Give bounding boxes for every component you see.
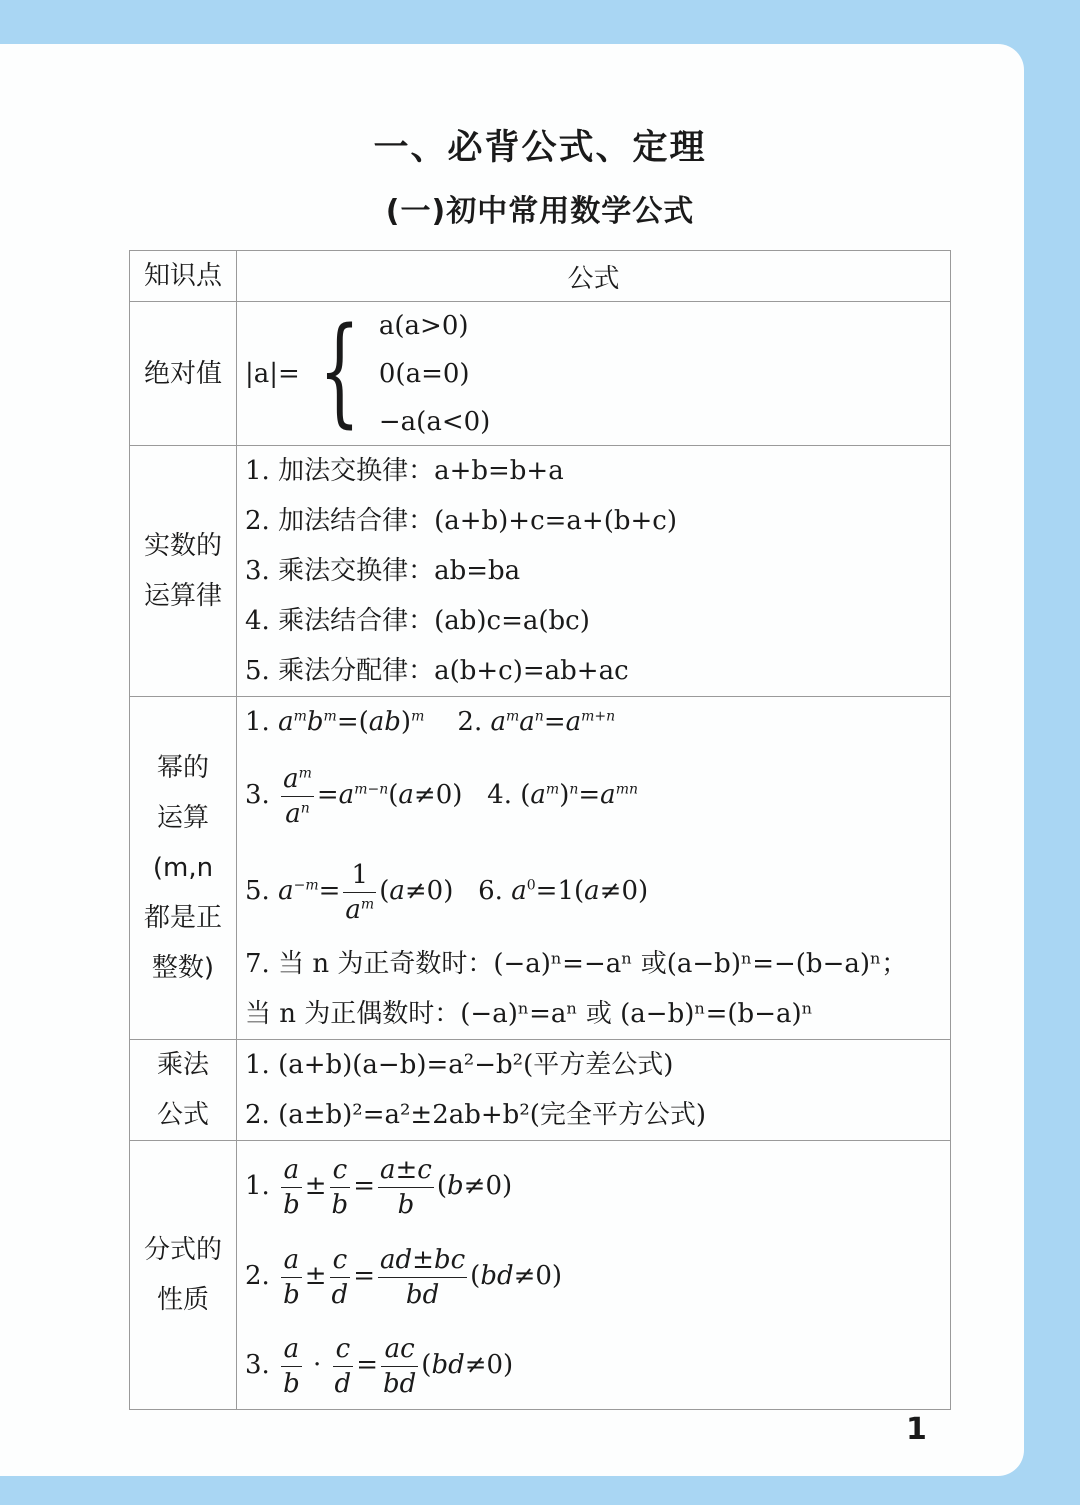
fraction: $\frac{c}{b}$ <box>331 1154 349 1220</box>
topic-frac-line2: 性质 <box>156 1285 209 1315</box>
header-formula: 公式 <box>237 251 951 302</box>
fraction: $\frac{a\pm c}{b}$ <box>379 1154 432 1220</box>
topic-mult <box>130 1040 237 1141</box>
topic-mult-line2: 公式 <box>156 1100 209 1130</box>
fraction: $\frac{a}{b}$ <box>283 1333 300 1399</box>
topic-power-line3: (m,n <box>152 853 214 883</box>
formula-real <box>237 446 951 697</box>
real-law-4: 4. 乘法结合律：(ab)c=a(bc) <box>245 606 590 636</box>
frac-formula-3: 3. $\frac{a}{b}$ · $\frac{c}{d}$ = $\frac{ac}{bd}$ (bd≠0) <box>245 1333 514 1399</box>
page-title: 一、必背公式、定理 <box>373 128 707 168</box>
topic-power-line4: 都是正 <box>143 903 222 933</box>
fraction: $\frac{1}{a^m}$ <box>345 859 375 925</box>
table-row-real <box>130 446 951 697</box>
formula-frac <box>237 1141 951 1410</box>
page-number: 1 <box>906 1412 927 1447</box>
mult-formula-2: 2. (a±b)²=a²±2ab+b²(完全平方公式) <box>245 1100 707 1130</box>
abs-case-3: −a(a<0) <box>378 406 491 437</box>
brace-symbol: { <box>318 300 360 439</box>
fraction: $\frac{a^m}{a^n}$ <box>283 763 312 829</box>
formula-abs <box>237 302 951 446</box>
real-law-2: 2. 加法结合律：(a+b)+c=a+(b+c) <box>245 506 677 536</box>
topic-power-line1: 幂的 <box>156 753 209 783</box>
topic-real-line2: 运算律 <box>143 581 222 611</box>
abs-case-2: 0(a=0) <box>378 358 470 389</box>
power-formula-7b: 当 n 为正偶数时：(−a)ⁿ=aⁿ 或 (a−b)ⁿ=(b−a)ⁿ <box>245 999 813 1029</box>
fraction: $\frac{ac}{bd}$ <box>382 1333 417 1399</box>
fraction: $\frac{a}{b}$ <box>283 1244 300 1310</box>
table-row-abs <box>130 302 951 446</box>
frac-formula-2: 2. $\frac{a}{b}$ ± $\frac{c}{d}$ = $\frac{ad\pm bc}{bd}$ (bd≠0) <box>245 1244 563 1310</box>
topic-abs: 绝对值 <box>130 302 237 446</box>
topic-power-line2: 运算 <box>156 803 209 833</box>
fraction: $\frac{ad\pm bc}{bd}$ <box>379 1244 466 1310</box>
mult-formula-1: 1. (a+b)(a−b)=a²−b²(平方差公式) <box>245 1050 674 1080</box>
topic-real-line1: 实数的 <box>143 531 222 561</box>
topic-frac-line1: 分式的 <box>143 1235 222 1265</box>
topic-mult-line1: 乘法 <box>156 1050 209 1080</box>
topic-power <box>130 697 237 1040</box>
table-row-frac <box>130 1141 951 1410</box>
abs-lhs: |a|= <box>245 358 300 389</box>
abs-case-1: a(a>0) <box>378 310 469 341</box>
page-subtitle: (一)初中常用数学公式 <box>385 194 695 229</box>
header-topic: 知识点 <box>130 251 237 302</box>
frac-formula-1: 1. $\frac{a}{b}$ ± $\frac{c}{b}$ = $\frac{a\pm c}{b}$ (b≠0) <box>245 1154 513 1220</box>
power-formula-1-2: 1. $a^mb^m=(ab)^m$ 2. $a^ma^n=a^{m+n}$ <box>245 707 616 737</box>
power-formula-3-4: 3. $\frac{a^m}{a^n}$ $=a^{m-n}(a\ne 0)$ 4. $(a^m)^n=a^{mn}$ <box>245 763 638 829</box>
power-formula-7a: 7. 当 n 为正奇数时：(−a)ⁿ=−aⁿ 或(a−b)ⁿ=−(b−a)ⁿ； <box>245 949 908 979</box>
formula-table <box>129 250 951 1410</box>
table-row-mult <box>130 1040 951 1141</box>
real-law-3: 3. 乘法交换律：ab=ba <box>245 556 521 586</box>
formula-mult <box>237 1040 951 1141</box>
table-header-row <box>130 251 951 302</box>
fraction: $\frac{c}{d}$ <box>331 1244 349 1310</box>
topic-power-line5: 整数) <box>151 953 215 983</box>
formula-power <box>237 697 951 1040</box>
power-formula-5-6: 5. $a^{-m}=$ $\frac{1}{a^m}$ (a≠0) 6. $a^0=1(a\ne 0)$ <box>245 859 649 925</box>
fraction: $\frac{c}{d}$ <box>334 1333 352 1399</box>
fraction: $\frac{a}{b}$ <box>283 1154 300 1220</box>
real-law-5: 5. 乘法分配律：a(b+c)=ab+ac <box>245 656 629 686</box>
abs-cases <box>379 302 490 446</box>
table-row-power <box>130 697 951 1040</box>
real-law-1: 1. 加法交换律：a+b=b+a <box>245 456 564 486</box>
topic-real <box>130 446 237 697</box>
topic-frac <box>130 1141 237 1410</box>
